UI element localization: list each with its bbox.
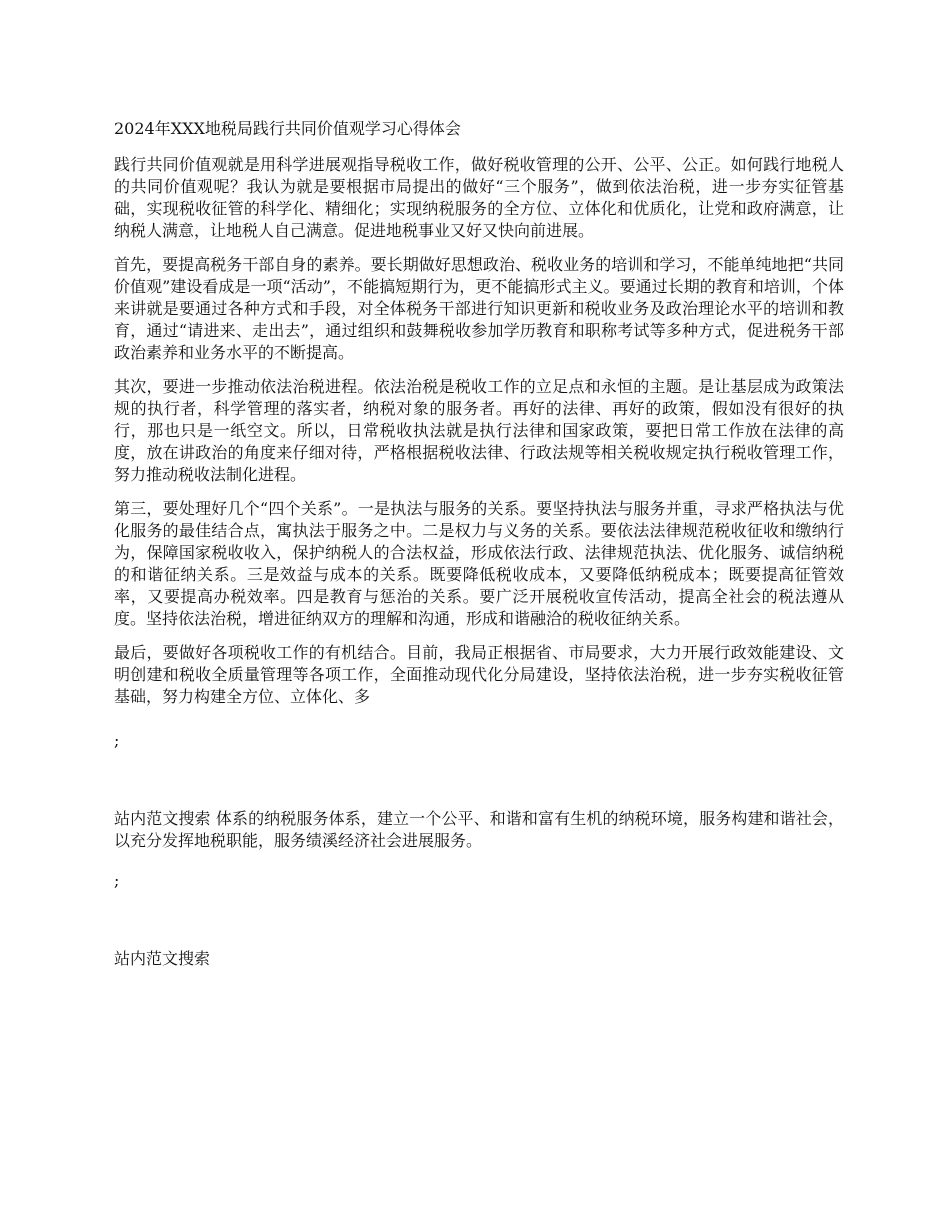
- separator-semicolon: ;: [114, 731, 120, 750]
- paragraph-first: 首先，要提高税务干部自身的素养。要长期做好思想政治、税收业务的培训和学习，不能单纯地把“共同价值观”建设看成是一项“活动”，不能搞短期行为，更不能搞形式主义。要通过长期的教育和培训，个体来讲就是要通过各种方式和手段，对全体税务干部进行知识更新和税收业务及政治理论水平的培训和教育，通过“请进来、走出去”，通过组织和鼓舞税收参加学历教育和职称考试等多种方式，促进税务干部政治素养和业务水平的不断提高。: [114, 255, 844, 362]
- paragraph-last: 最后，要做好各项税收工作的有机结合。目前，我局正根据省、市局要求，大力开展行政效能建设、文明创建和税收全质量管理等各项工作，全面推动现代化分局建设，坚持依法治税，进一步夯实税收征管基础，努力构建全方位、立体化、多: [114, 643, 844, 706]
- paragraph-continuation: 站内范文搜索 体系的纳税服务体系，建立一个公平、和谐和富有生机的纳税环境，服务构建和谐社会，以充分发挥地税职能，服务绩溪经济社会进展服务。: [114, 809, 844, 850]
- paragraph-second: 其次，要进一步推动依法治税进程。依法治税是税收工作的立足点和永恒的主题。是让基层成为政策法规的执行者，科学管理的落实者，纳税对象的服务者。再好的法律、再好的政策，假如没有很好的执行，那也只是一纸空文。所以，日常税收执法就是执行法律和国家政策，要把日常工作放在法律的高度，放在讲政治的角度来仔细对待，严格根据税收法律、行政法规等相关税收规定执行税收管理工作，努力推动税收法制化进程。: [114, 377, 844, 484]
- document-page: [114, 118, 844, 970]
- paragraph-intro: 践行共同价值观就是用科学进展观指导税收工作，做好税收管理的公开、公平、公正。如何践行地税人的共同价值观呢？我认为就是要根据市局提出的做好“三个服务”，做到依法治税，进一步夯实征管基础，实现税收征管的科学化、精细化；实现纳税服务的全方位、立体化和优质化，让党和政府满意，让纳税人满意，让地税人自己满意。促进地税事业又好又快向前进展。: [114, 155, 844, 240]
- document-title: 2024年XXX地税局践行共同价值观学习心得体会: [114, 119, 461, 138]
- separator-semicolon: ;: [114, 871, 120, 890]
- paragraph-third: 第三，要处理好几个“四个关系”。一是执法与服务的关系。要坚持执法与服务并重，寻求严格执法与优化服务的最佳结合点，寓执法于服务之中。二是权力与义务的关系。要依法法律规范税收征收和缴纳行为，保障国家税收收入，保护纳税人的合法权益，形成依法行政、法律规范执法、优化服务、诚信纳税的和谐征纳关系。三是效益与成本的关系。既要降低税收成本，又要降低纳税成本；既要提高征管效率，又要提高办税效率。四是教育与惩治的关系。要广泛开展税收宣传活动，提高全社会的税法遵从度。坚持依法治税，增进征纳双方的理解和沟通，形成和谐融洽的税收征纳关系。: [114, 499, 844, 628]
- footer-search-link[interactable]: 站内范文搜索: [114, 949, 211, 968]
